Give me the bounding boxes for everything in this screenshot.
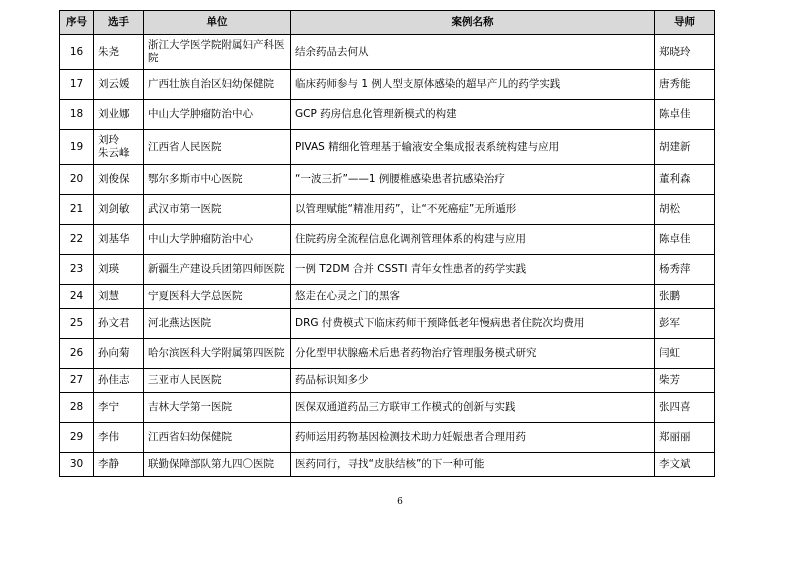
cell-case-name: 药品标识知多少 (291, 369, 655, 393)
cell-mentor: 杨秀萍 (655, 255, 715, 285)
cell-player: 孙佳志 (94, 369, 144, 393)
table-row (60, 339, 715, 369)
cell-no: 24 (60, 285, 94, 309)
cell-unit: 河北燕达医院 (144, 309, 291, 339)
cell-no: 17 (60, 70, 94, 100)
cell-unit: 武汉市第一医院 (144, 195, 291, 225)
cell-mentor: 闫虹 (655, 339, 715, 369)
cell-case-name: 医保双通道药品三方联审工作模式的创新与实践 (291, 393, 655, 423)
cell-no: 21 (60, 195, 94, 225)
cell-case-name: 住院药房全流程信息化调剂管理体系的构建与应用 (291, 225, 655, 255)
cell-mentor: 胡建新 (655, 130, 715, 165)
table-row (60, 255, 715, 285)
table-row (60, 393, 715, 423)
cell-case-name: 药师运用药物基因检测技术助力妊娠患者合理用药 (291, 423, 655, 453)
cell-unit: 江西省人民医院 (144, 130, 291, 165)
cell-no: 29 (60, 423, 94, 453)
cell-mentor: 郑晓玲 (655, 35, 715, 70)
cell-player: 李宁 (94, 393, 144, 423)
table-row (60, 309, 715, 339)
table-row (60, 369, 715, 393)
cell-player: 刘剑敏 (94, 195, 144, 225)
cell-mentor: 陈卓佳 (655, 225, 715, 255)
table-row (60, 35, 715, 70)
table-row (60, 100, 715, 130)
cell-mentor: 陈卓佳 (655, 100, 715, 130)
cell-player: 刘业娜 (94, 100, 144, 130)
cell-no: 19 (60, 130, 94, 165)
cell-mentor: 李文斌 (655, 453, 715, 477)
cell-unit: 新疆生产建设兵团第四师医院 (144, 255, 291, 285)
cell-unit: 宁夏医科大学总医院 (144, 285, 291, 309)
cell-mentor: 张四喜 (655, 393, 715, 423)
header-case-name: 案例名称 (291, 11, 655, 35)
cell-player: 刘云媛 (94, 70, 144, 100)
table-row (60, 453, 715, 477)
cell-mentor: 胡松 (655, 195, 715, 225)
cell-case-name: GCP 药房信息化管理新模式的构建 (291, 100, 655, 130)
cell-no: 30 (60, 453, 94, 477)
cell-mentor: 郑丽丽 (655, 423, 715, 453)
cell-case-name: 以管理赋能“精准用药”，让“不死癌症”无所遁形 (291, 195, 655, 225)
cell-mentor: 张鹏 (655, 285, 715, 309)
cell-unit: 鄂尔多斯市中心医院 (144, 165, 291, 195)
cell-unit: 联勤保障部队第九四〇医院 (144, 453, 291, 477)
table-row (60, 225, 715, 255)
table-row (60, 165, 715, 195)
cell-case-name: PIVAS 精细化管理基于输液安全集成报表系统构建与应用 (291, 130, 655, 165)
cell-player: 朱尧 (94, 35, 144, 70)
cell-no: 22 (60, 225, 94, 255)
cell-mentor: 彭军 (655, 309, 715, 339)
cell-unit: 哈尔滨医科大学附属第四医院 (144, 339, 291, 369)
cell-no: 25 (60, 309, 94, 339)
table-row (60, 130, 715, 165)
table-row (60, 70, 715, 100)
cell-player: 孙向菊 (94, 339, 144, 369)
cell-mentor: 董利森 (655, 165, 715, 195)
cell-player: 刘基华 (94, 225, 144, 255)
cell-case-name: DRG 付费模式下临床药师干预降低老年慢病患者住院次均费用 (291, 309, 655, 339)
cell-no: 16 (60, 35, 94, 70)
cell-player: 刘玲 朱云峰 (94, 130, 144, 165)
cell-no: 18 (60, 100, 94, 130)
table-row (60, 285, 715, 309)
cell-no: 28 (60, 393, 94, 423)
header-mentor: 导师 (655, 11, 715, 35)
cell-unit: 三亚市人民医院 (144, 369, 291, 393)
cell-unit: 中山大学肿瘤防治中心 (144, 100, 291, 130)
cell-player: 刘瑛 (94, 255, 144, 285)
cell-case-name: 分化型甲状腺癌术后患者药物治疗管理服务模式研究 (291, 339, 655, 369)
table-row (60, 195, 715, 225)
cell-player: 孙文君 (94, 309, 144, 339)
cell-case-name: “一波三折”——1 例腰椎感染患者抗感染治疗 (291, 165, 655, 195)
cell-case-name: 医药同行，寻找“皮肤结核”的下一种可能 (291, 453, 655, 477)
table-header-row (60, 11, 715, 35)
cell-no: 26 (60, 339, 94, 369)
cell-unit: 广西壮族自治区妇幼保健院 (144, 70, 291, 100)
cell-unit: 江西省妇幼保健院 (144, 423, 291, 453)
cell-mentor: 柴芳 (655, 369, 715, 393)
cell-no: 27 (60, 369, 94, 393)
header-no: 序号 (60, 11, 94, 35)
cell-mentor: 唐秀能 (655, 70, 715, 100)
cell-no: 20 (60, 165, 94, 195)
cell-unit: 吉林大学第一医院 (144, 393, 291, 423)
table-body (60, 35, 715, 477)
table-row (60, 423, 715, 453)
page-number: 6 (397, 497, 403, 507)
cell-player: 刘俊保 (94, 165, 144, 195)
cell-unit: 浙江大学医学院附属妇产科医院 (144, 35, 291, 70)
cell-case-name: 悠走在心灵之门的黑客 (291, 285, 655, 309)
cases-table (59, 10, 715, 477)
cell-case-name: 临床药师参与 1 例人型支原体感染的超早产儿的药学实践 (291, 70, 655, 100)
header-player: 选手 (94, 11, 144, 35)
cell-case-name: 一例 T2DM 合并 CSSTI 青年女性患者的药学实践 (291, 255, 655, 285)
cell-player: 李静 (94, 453, 144, 477)
cell-player: 李伟 (94, 423, 144, 453)
cell-case-name: 结余药品去何从 (291, 35, 655, 70)
cell-player: 刘慧 (94, 285, 144, 309)
header-unit: 单位 (144, 11, 291, 35)
cell-no: 23 (60, 255, 94, 285)
cell-unit: 中山大学肿瘤防治中心 (144, 225, 291, 255)
